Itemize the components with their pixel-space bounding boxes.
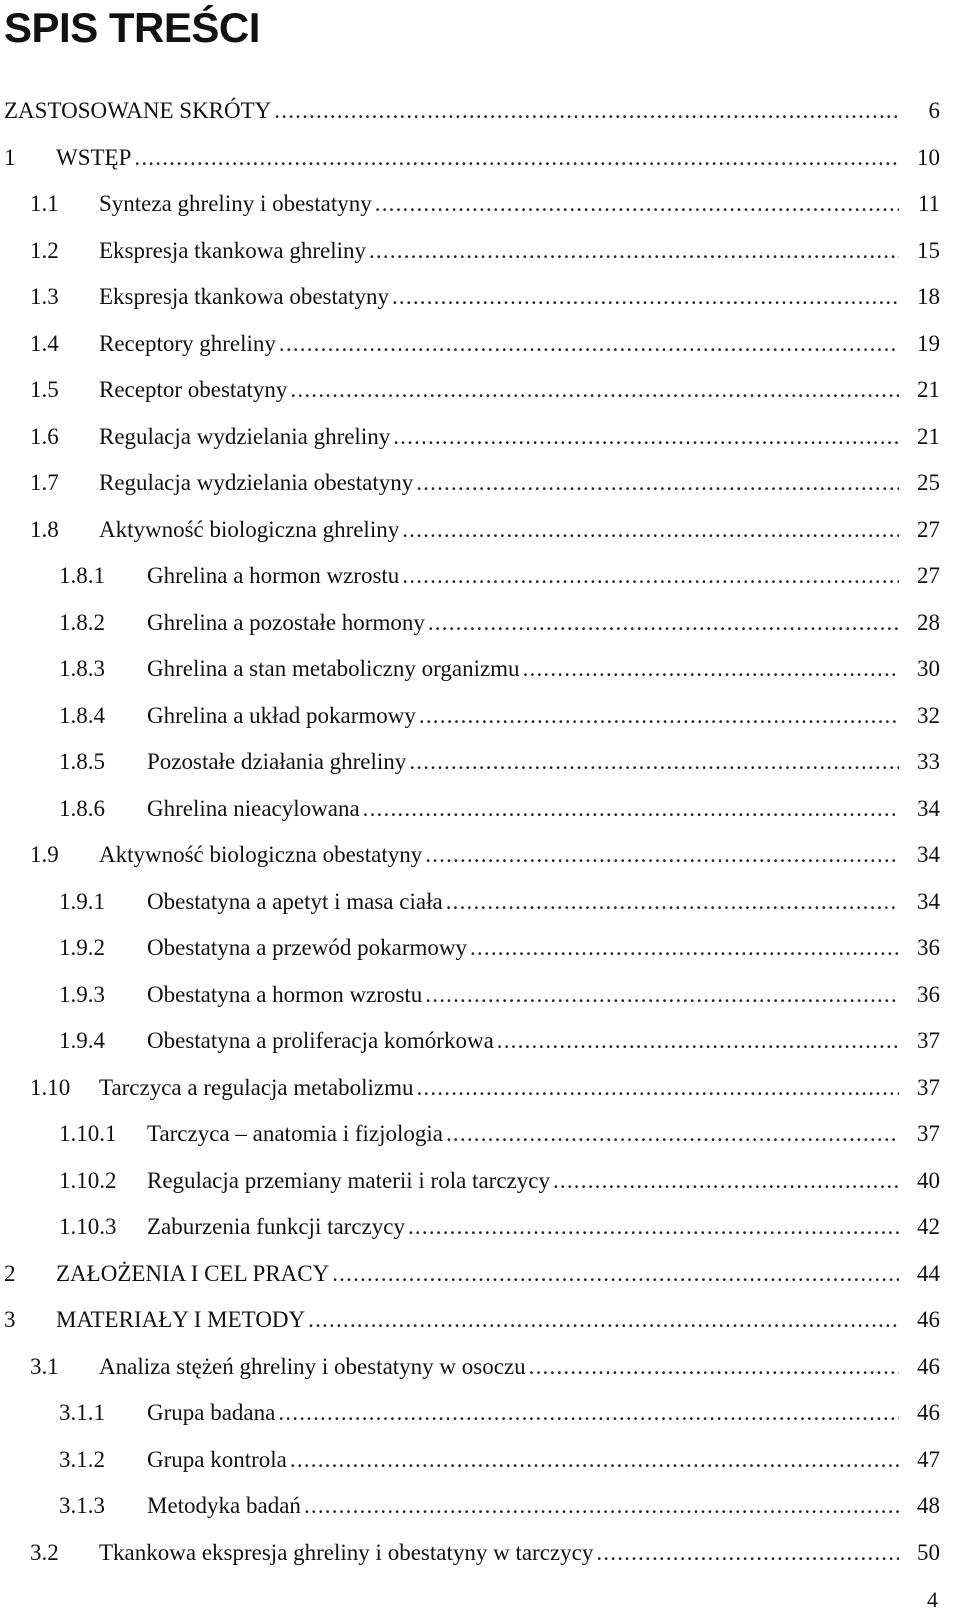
toc-entry-number: 1.8.5 bbox=[59, 749, 105, 775]
page-title: SPIS TREŚCI bbox=[4, 4, 260, 51]
toc-entry-number: 3.1.3 bbox=[59, 1493, 105, 1519]
toc-entry-title: Ghrelina a hormon wzrostu bbox=[147, 563, 400, 589]
toc-entry-number: 1.8.3 bbox=[59, 656, 105, 682]
dot-leader bbox=[416, 469, 899, 497]
toc-entry-number: 1.1 bbox=[30, 191, 59, 217]
dot-leader bbox=[409, 748, 899, 776]
toc-entry-page: 50 bbox=[917, 1539, 940, 1565]
toc-entry-page: 34 bbox=[917, 842, 940, 868]
toc-entry-number: 1.7 bbox=[30, 470, 59, 496]
toc-entry-title: Regulacja wydzielania obestatyny bbox=[99, 470, 414, 496]
toc-entry-number: 3 bbox=[4, 1307, 16, 1333]
toc-entry-number: 1.10 bbox=[30, 1074, 71, 1100]
toc-entry-page: 32 bbox=[917, 702, 940, 728]
toc-entry-title: Grupa badana bbox=[147, 1400, 276, 1426]
toc-entry-number: 1.9.3 bbox=[59, 981, 105, 1007]
toc-entry-page: 21 bbox=[917, 423, 940, 449]
toc-entry-number: 3.2 bbox=[30, 1539, 59, 1565]
toc-entry-number: 1.5 bbox=[30, 377, 59, 403]
toc-entry-page: 33 bbox=[917, 749, 940, 775]
toc-entry-number: 1.4 bbox=[30, 330, 59, 356]
dot-leader bbox=[425, 981, 899, 1009]
toc-entry-title: Obestatyna a przewód pokarmowy bbox=[147, 935, 467, 961]
toc-entry[interactable] bbox=[0, 460, 960, 507]
dot-leader bbox=[134, 144, 899, 172]
dot-leader bbox=[278, 1399, 899, 1427]
toc-entry-page: 46 bbox=[917, 1353, 940, 1379]
toc-entry-title: Aktywność biologiczna ghreliny bbox=[99, 516, 400, 542]
toc-entry[interactable] bbox=[0, 228, 960, 275]
toc-entry-title: Grupa kontrola bbox=[147, 1446, 287, 1472]
dot-leader bbox=[392, 283, 899, 311]
toc-entry-number: 1.8.4 bbox=[59, 702, 105, 728]
toc-entry-title: Tarczyca a regulacja metabolizmu bbox=[99, 1074, 414, 1100]
toc-entry-title: Metodyka badań bbox=[147, 1493, 301, 1519]
toc-entry-number: 1.2 bbox=[30, 237, 59, 263]
toc-entry-number: 1.3 bbox=[30, 284, 59, 310]
dot-leader bbox=[446, 888, 899, 916]
dot-leader bbox=[446, 1120, 899, 1148]
toc-entry-page: 11 bbox=[917, 191, 940, 217]
toc-entry-number: 1.8.1 bbox=[59, 563, 105, 589]
dot-leader bbox=[529, 1353, 899, 1381]
toc-entry-title: Ekspresja tkankowa ghreliny bbox=[99, 237, 366, 263]
dot-leader bbox=[596, 1539, 899, 1567]
toc-entry[interactable] bbox=[0, 1530, 960, 1577]
toc-entry[interactable] bbox=[0, 925, 960, 972]
toc-entry-page: 34 bbox=[917, 795, 940, 821]
toc-entry-page: 46 bbox=[917, 1307, 940, 1333]
dot-leader bbox=[274, 97, 899, 125]
toc-entry-title: Obestatyna a proliferacja komórkowa bbox=[147, 1028, 494, 1054]
toc-entry-title: Ghrelina a stan metaboliczny organizmu bbox=[147, 656, 520, 682]
toc-entry[interactable] bbox=[0, 553, 960, 600]
toc-entry-number: 1.9.2 bbox=[59, 935, 105, 961]
toc-entry[interactable] bbox=[0, 1065, 960, 1112]
toc-entry[interactable] bbox=[0, 1390, 960, 1437]
dot-leader bbox=[290, 376, 899, 404]
toc-entry-number: 2 bbox=[4, 1260, 16, 1286]
dot-leader bbox=[523, 655, 899, 683]
toc-entry-number: 1.8.2 bbox=[59, 609, 105, 635]
toc-entry[interactable] bbox=[0, 321, 960, 368]
table-of-contents bbox=[0, 88, 960, 1576]
dot-leader bbox=[553, 1167, 899, 1195]
toc-entry-title: Aktywność biologiczna obestatyny bbox=[99, 842, 423, 868]
dot-leader bbox=[308, 1306, 899, 1334]
toc-entry[interactable] bbox=[0, 88, 960, 135]
toc-entry-number: 3.1.2 bbox=[59, 1446, 105, 1472]
toc-entry-title: WSTĘP bbox=[56, 144, 132, 170]
toc-entry-title: Regulacja przemiany materii i rola tarczycy bbox=[147, 1167, 550, 1193]
toc-entry-page: 34 bbox=[917, 888, 940, 914]
dot-leader bbox=[470, 934, 899, 962]
dot-leader bbox=[402, 516, 899, 544]
toc-entry-title: Ghrelina a pozostałe hormony bbox=[147, 609, 425, 635]
toc-entry-number: 3.1 bbox=[30, 1353, 59, 1379]
dot-leader bbox=[393, 423, 899, 451]
toc-entry[interactable] bbox=[0, 507, 960, 554]
toc-entry-title: Pozostałe działania ghreliny bbox=[147, 749, 407, 775]
toc-entry-page: 25 bbox=[917, 470, 940, 496]
toc-entry-number: 1.10.2 bbox=[59, 1167, 117, 1193]
toc-entry[interactable] bbox=[0, 693, 960, 740]
toc-entry[interactable] bbox=[0, 600, 960, 647]
toc-entry-number: 1.9 bbox=[30, 842, 59, 868]
dot-leader bbox=[408, 1213, 899, 1241]
toc-entry[interactable] bbox=[0, 1344, 960, 1391]
toc-entry-page: 10 bbox=[917, 144, 940, 170]
toc-entry-page: 47 bbox=[917, 1446, 940, 1472]
toc-entry-page: 19 bbox=[917, 330, 940, 356]
toc-entry[interactable] bbox=[0, 1297, 960, 1344]
toc-entry-page: 18 bbox=[917, 284, 940, 310]
toc-entry-title: Ekspresja tkankowa obestatyny bbox=[99, 284, 389, 310]
toc-entry-title: Ghrelina a układ pokarmowy bbox=[147, 702, 416, 728]
toc-entry[interactable] bbox=[0, 367, 960, 414]
toc-entry-page: 28 bbox=[917, 609, 940, 635]
toc-entry-title: Receptory ghreliny bbox=[99, 330, 276, 356]
toc-entry-title: Analiza stężeń ghreliny i obestatyny w osoczu bbox=[99, 1353, 526, 1379]
toc-entry[interactable] bbox=[0, 879, 960, 926]
toc-entry-number: 1.10.3 bbox=[59, 1214, 117, 1240]
toc-entry-page: 27 bbox=[917, 563, 940, 589]
toc-entry-title: Obestatyna a hormon wzrostu bbox=[147, 981, 423, 1007]
toc-entry-title: Ghrelina nieacylowana bbox=[147, 795, 360, 821]
toc-entry[interactable] bbox=[0, 1483, 960, 1530]
toc-entry-title: ZASTOSOWANE SKRÓTY bbox=[4, 98, 272, 124]
toc-entry[interactable] bbox=[0, 1158, 960, 1205]
toc-entry-page: 15 bbox=[917, 237, 940, 263]
toc-entry-page: 37 bbox=[917, 1121, 940, 1147]
toc-entry-page: 6 bbox=[928, 98, 940, 124]
dot-leader bbox=[332, 1260, 899, 1288]
dot-leader bbox=[402, 562, 899, 590]
toc-entry[interactable] bbox=[0, 414, 960, 461]
toc-entry-number: 1.8 bbox=[30, 516, 59, 542]
toc-entry[interactable] bbox=[0, 786, 960, 833]
toc-entry-page: 44 bbox=[917, 1260, 940, 1286]
dot-leader bbox=[425, 841, 899, 869]
toc-entry-page: 48 bbox=[917, 1493, 940, 1519]
dot-leader bbox=[497, 1027, 899, 1055]
toc-entry-page: 37 bbox=[917, 1028, 940, 1054]
toc-entry[interactable] bbox=[0, 1437, 960, 1484]
toc-entry[interactable] bbox=[0, 739, 960, 786]
toc-entry-title: Zaburzenia funkcji tarczycy bbox=[147, 1214, 405, 1240]
toc-entry-number: 1.9.4 bbox=[59, 1028, 105, 1054]
dot-leader bbox=[279, 330, 899, 358]
dot-leader bbox=[363, 795, 899, 823]
toc-entry-title: Obestatyna a apetyt i masa ciała bbox=[147, 888, 443, 914]
toc-entry-title: MATERIAŁY I METODY bbox=[56, 1307, 306, 1333]
dot-leader bbox=[290, 1446, 899, 1474]
toc-entry-title: Tkankowa ekspresja ghreliny i obestatyny w tarczycy bbox=[99, 1539, 594, 1565]
toc-entry[interactable] bbox=[0, 135, 960, 182]
toc-entry-title: Receptor obestatyny bbox=[99, 377, 288, 403]
toc-entry-page: 40 bbox=[917, 1167, 940, 1193]
dot-leader bbox=[428, 609, 899, 637]
dot-leader bbox=[419, 702, 899, 730]
toc-entry-page: 21 bbox=[917, 377, 940, 403]
dot-leader bbox=[369, 237, 899, 265]
toc-entry-number: 1.8.6 bbox=[59, 795, 105, 821]
toc-entry-number: 1.10.1 bbox=[59, 1121, 117, 1147]
toc-entry-title: ZAŁOŻENIA I CEL PRACY bbox=[56, 1260, 330, 1286]
toc-entry-title: Regulacja wydzielania ghreliny bbox=[99, 423, 391, 449]
toc-entry[interactable] bbox=[0, 832, 960, 879]
dot-leader bbox=[375, 190, 899, 218]
toc-entry-page: 30 bbox=[917, 656, 940, 682]
toc-entry[interactable] bbox=[0, 646, 960, 693]
toc-entry-number: 1.6 bbox=[30, 423, 59, 449]
dot-leader bbox=[304, 1492, 899, 1520]
toc-entry-page: 46 bbox=[917, 1400, 940, 1426]
toc-entry[interactable] bbox=[0, 274, 960, 321]
toc-entry-page: 27 bbox=[917, 516, 940, 542]
toc-entry[interactable] bbox=[0, 1018, 960, 1065]
page-number: 4 bbox=[927, 1587, 938, 1612]
toc-entry-number: 3.1.1 bbox=[59, 1400, 105, 1426]
dot-leader bbox=[416, 1074, 899, 1102]
toc-entry-page: 37 bbox=[917, 1074, 940, 1100]
toc-entry-number: 1.9.1 bbox=[59, 888, 105, 914]
toc-entry-page: 36 bbox=[917, 981, 940, 1007]
toc-entry-page: 36 bbox=[917, 935, 940, 961]
toc-entry[interactable] bbox=[0, 181, 960, 228]
toc-entry-number: 1 bbox=[4, 144, 16, 170]
toc-entry-title: Tarczyca – anatomia i fizjologia bbox=[147, 1121, 443, 1147]
toc-entry-title: Synteza ghreliny i obestatyny bbox=[99, 191, 372, 217]
toc-entry[interactable] bbox=[0, 972, 960, 1019]
toc-entry[interactable] bbox=[0, 1251, 960, 1298]
toc-entry[interactable] bbox=[0, 1111, 960, 1158]
toc-entry[interactable] bbox=[0, 1204, 960, 1251]
toc-entry-page: 42 bbox=[917, 1214, 940, 1240]
